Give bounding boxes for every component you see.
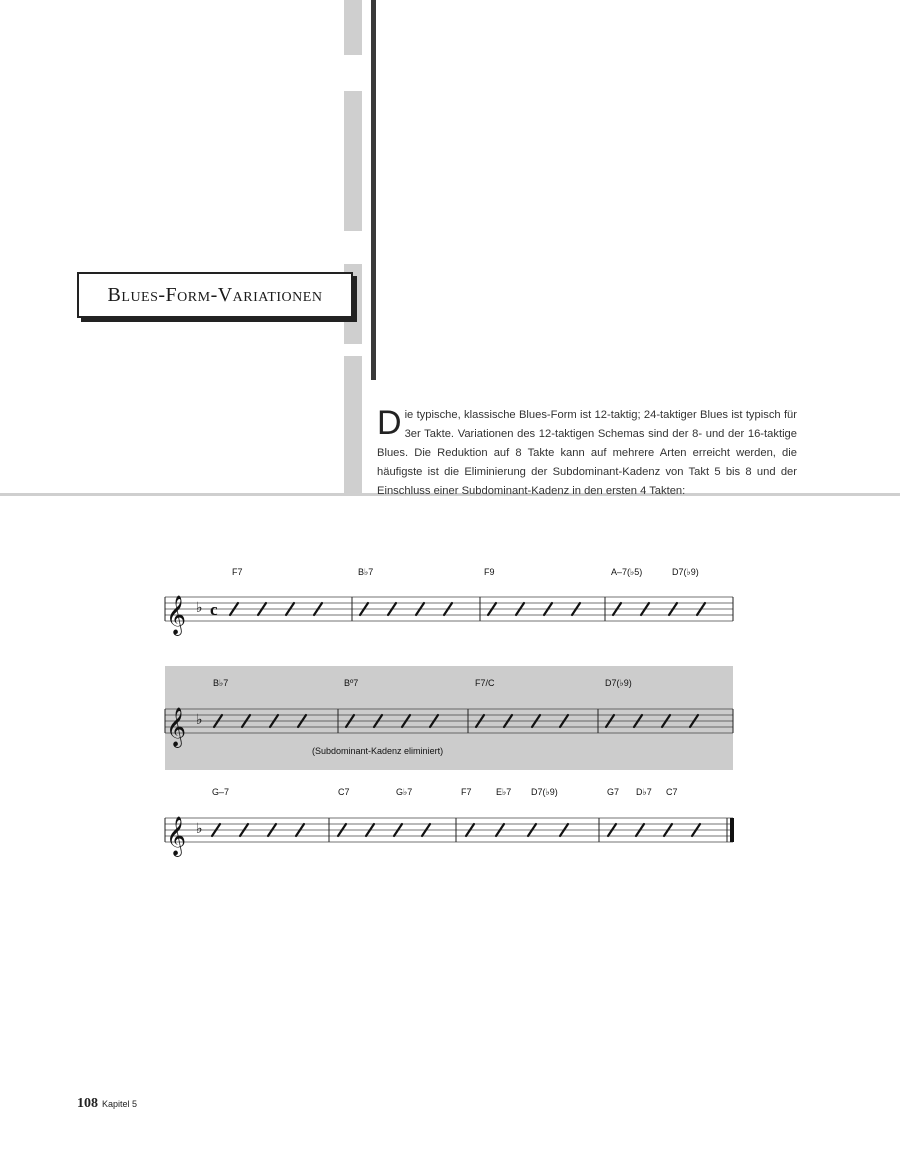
chord-symbol: C7 bbox=[338, 787, 350, 797]
chord-symbol: G♭7 bbox=[396, 787, 413, 797]
chord-symbol: A–7(♭5) bbox=[611, 567, 643, 577]
page-footer bbox=[77, 1095, 137, 1112]
chord-symbol: B♭7 bbox=[213, 678, 229, 688]
highlight-band bbox=[165, 666, 733, 770]
chord-symbol: D7(♭9) bbox=[605, 678, 632, 688]
intro-text: ie typische, klassische Blues-Form ist 12-taktig; 24-taktiger Blues ist typisch für 3er Takte. Variationen des 12-taktigen Schemas sind der 8- und der 16-taktige Blues. Die Reduktion auf 8 Takte kann auf mehrere Arten erreicht werden, die häufigste ist die Eliminierung der Subdominant-Kadenz von Takt 5 bis 8 und der Einschluss einer Subdominant-Kadenz in den ersten 4 Takten: bbox=[377, 409, 797, 497]
treble-clef-icon: 𝄞 bbox=[166, 595, 187, 635]
chord-symbol: Bº7 bbox=[344, 678, 359, 688]
chord-symbol: F7 bbox=[461, 787, 472, 797]
treble-clef-icon: 𝄞 bbox=[166, 816, 187, 856]
flat-key-signature-icon: ♭ bbox=[196, 712, 203, 728]
chord-symbol: F9 bbox=[484, 567, 495, 577]
common-time-icon: c bbox=[210, 600, 218, 619]
treble-clef-icon: 𝄞 bbox=[166, 707, 187, 747]
chord-symbol: E♭7 bbox=[496, 787, 512, 797]
chord-symbol: F7/C bbox=[475, 678, 495, 688]
staff-1 bbox=[165, 567, 733, 636]
drop-cap: D bbox=[377, 404, 402, 442]
flat-key-signature-icon: ♭ bbox=[196, 600, 203, 616]
staff-annotation: (Subdominant-Kadenz eliminiert) bbox=[312, 746, 444, 756]
section-title: Blues-Form-Variationen bbox=[107, 283, 323, 306]
chord-symbol: D7(♭9) bbox=[531, 787, 558, 797]
chord-symbol: B♭7 bbox=[358, 567, 374, 577]
chord-symbol: D7(♭9) bbox=[672, 567, 699, 577]
staff-lines bbox=[165, 818, 733, 842]
chord-symbol: C7 bbox=[666, 787, 678, 797]
chord-symbol: G–7 bbox=[212, 787, 230, 797]
chapter-label: Kapitel 5 bbox=[102, 1099, 138, 1109]
chord-symbol: D♭7 bbox=[636, 787, 652, 797]
staff-3 bbox=[165, 787, 734, 857]
chord-symbol: F7 bbox=[232, 567, 243, 577]
flat-key-signature-icon: ♭ bbox=[196, 821, 203, 837]
chord-symbol: G7 bbox=[607, 787, 620, 797]
page-number: 108 bbox=[77, 1096, 98, 1111]
final-barline-thick bbox=[730, 818, 734, 842]
